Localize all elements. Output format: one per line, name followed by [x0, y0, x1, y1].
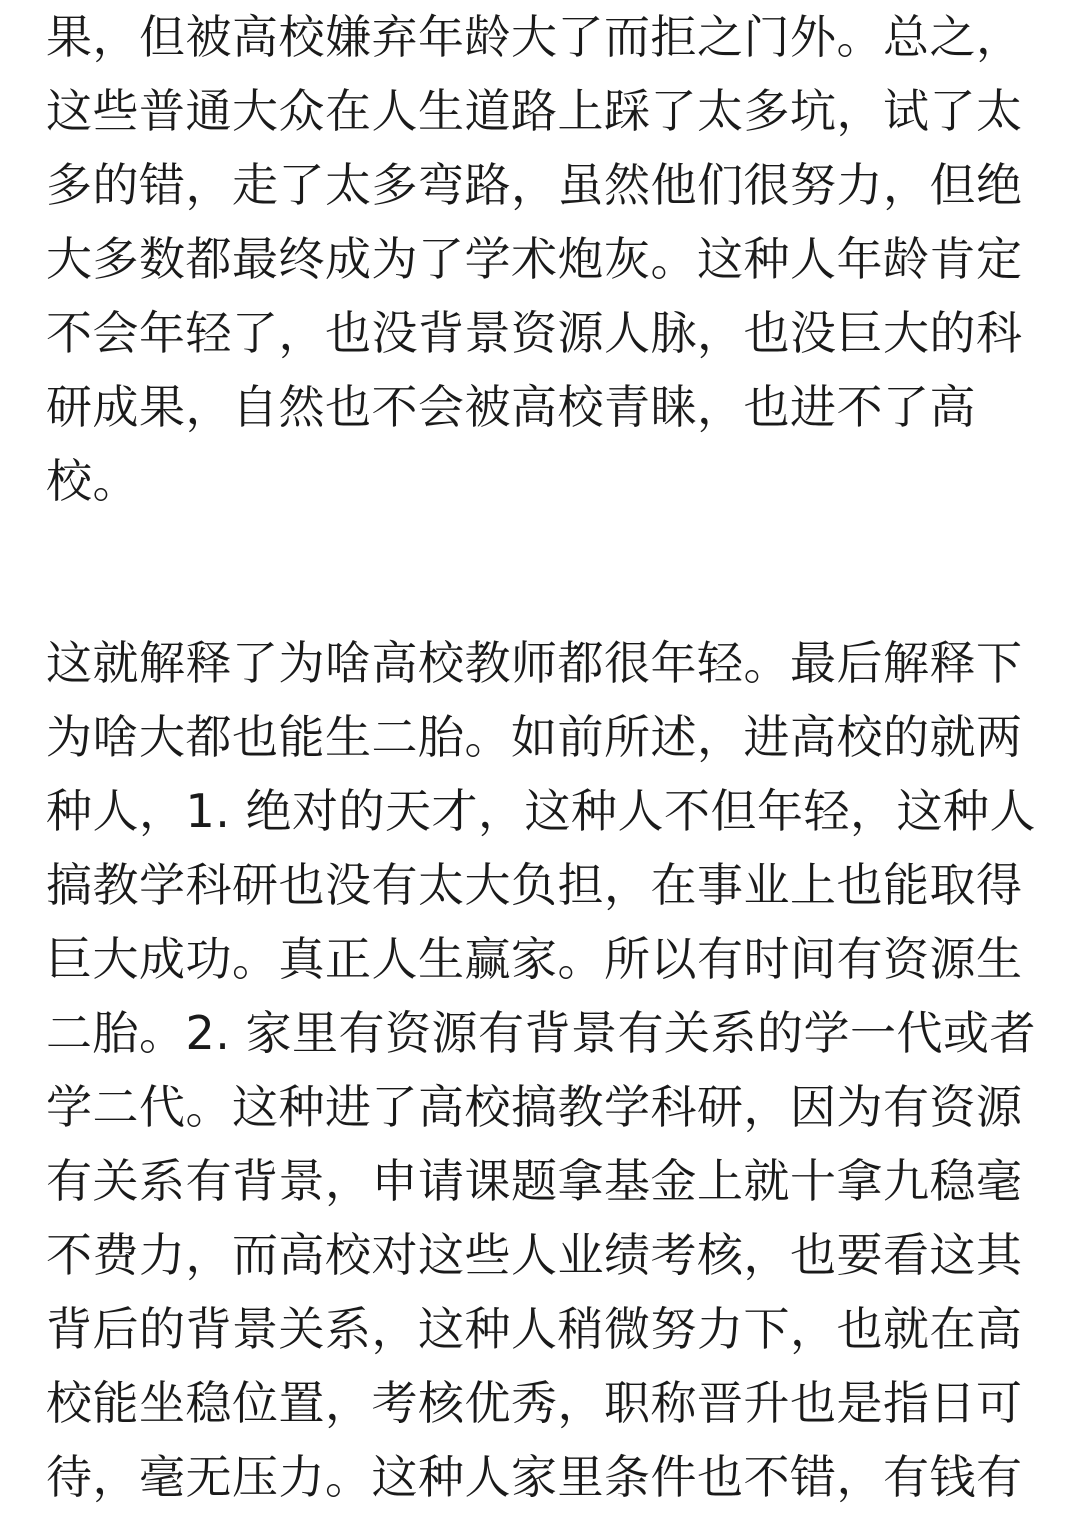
text-line: 不费力，而高校对这些人业绩考核，也要看这其: [46, 1228, 1023, 1282]
paragraph-spacer: [46, 518, 1036, 626]
text-line: 待，毫无压力。这种人家里条件也不错，有钱有: [46, 1450, 1023, 1504]
text-line: 二胎。2. 家里有资源有背景有关系的学一代或者: [46, 1006, 1037, 1060]
text-line: 大多数都最终成为了学术炮灰。这种人年龄肯定: [46, 232, 1023, 286]
paragraph-1: [46, 0, 1036, 518]
text-line: 这些普通大众在人生道路上踩了太多坑，试了太: [46, 84, 1023, 138]
text-line: 有关系有背景，申请课题拿基金上就十拿九稳毫: [46, 1154, 1023, 1208]
text-line: 果，但被高校嫌弃年龄大了而拒之门外。总之，: [46, 10, 1023, 64]
text-line: 背后的背景关系，这种人稍微努力下，也就在高: [46, 1302, 1023, 1356]
text-line: 多的错，走了太多弯路，虽然他们很努力，但绝: [46, 158, 1023, 212]
text-line: 这就解释了为啥高校教师都很年轻。最后解释下: [46, 636, 1023, 690]
text-line: 校。: [46, 454, 139, 508]
paragraph-2: [46, 626, 1036, 1514]
text-line: 校能坐稳位置，考核优秀，职称晋升也是指日可: [46, 1376, 1023, 1430]
text-line: 学二代。这种进了高校搞教学科研，因为有资源: [46, 1080, 1023, 1134]
text-line: 不会年轻了，也没背景资源人脉，也没巨大的科: [46, 306, 1023, 360]
text-line: 搞教学科研也没有太大负担，在事业上也能取得: [46, 858, 1023, 912]
article-body: [46, 0, 1036, 1514]
text-line: 巨大成功。真正人生赢家。所以有时间有资源生: [46, 932, 1023, 986]
text-line: 为啥大都也能生二胎。如前所述，进高校的就两: [46, 710, 1023, 764]
text-line: 种人，1. 绝对的天才，这种人不但年轻，这种人: [46, 784, 1037, 838]
text-line: 研成果，自然也不会被高校青睐，也进不了高: [46, 380, 976, 434]
